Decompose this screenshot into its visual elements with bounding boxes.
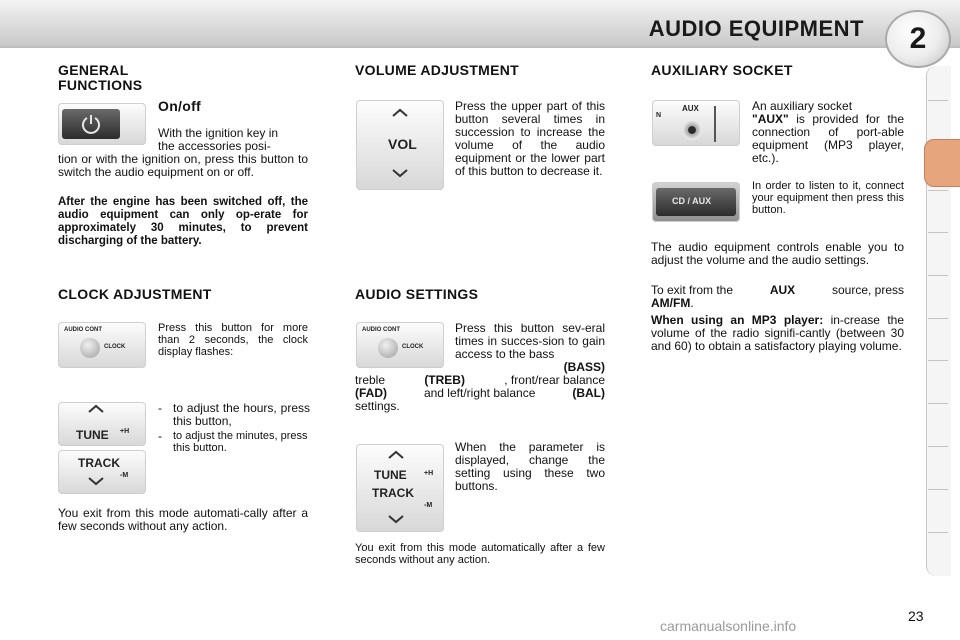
text-row <box>651 297 904 310</box>
aux-socket-text <box>752 100 904 165</box>
heading-line: FUNCTIONS <box>58 77 143 93</box>
chevron-down-icon <box>86 476 106 486</box>
bullet-text: to adjust the hours, press this button, <box>173 401 310 428</box>
page-title: AUDIO EQUIPMENT <box>648 16 864 41</box>
aux-exit-text <box>651 284 904 310</box>
onoff-text-first <box>158 127 308 153</box>
text-line: With the ignition key in <box>158 126 279 140</box>
track-label: TRACK <box>78 456 120 470</box>
header-divider <box>0 46 960 48</box>
vol-button-image <box>356 100 444 190</box>
tune-label: TUNE <box>374 468 407 482</box>
tab-divider <box>928 318 948 319</box>
tune-button-image <box>58 402 146 446</box>
onoff-title <box>158 98 201 114</box>
onoff-button-image <box>58 103 146 145</box>
text-fragment: settings. <box>355 399 400 413</box>
heading-text: VOLUME ADJUSTMENT <box>355 62 520 78</box>
text-fragment: . <box>690 296 694 310</box>
tab-divider <box>928 532 948 533</box>
text-fragment: An auxiliary socket <box>752 99 853 113</box>
volume-text: Press the upper part of this button several times in succession to increase the volume of the audio equipment or the lower part of this button to decrease it. <box>455 99 605 178</box>
tab-divider <box>928 275 948 276</box>
audio-cont-label: AUDIO CONT <box>64 327 102 333</box>
text-fragment: is provided for the connection of port-able equipment (MP3 player, etc.). <box>752 112 904 165</box>
audio-exit-text: You exit from this mode automatically after a few seconds without any action. <box>355 542 605 566</box>
hours-label: +H <box>424 470 434 477</box>
chapter-tab-active[interactable] <box>924 139 960 187</box>
aux-label: AUX <box>682 104 699 113</box>
tab-divider <box>928 360 948 361</box>
fad-label: (FAD) <box>355 386 387 400</box>
knob-icon <box>378 338 398 358</box>
hours-label: +H <box>120 428 130 435</box>
audio-settings-heading <box>355 286 478 302</box>
tab-divider <box>928 446 948 447</box>
audio-cont-label: AUDIO CONT <box>362 327 400 333</box>
clock-bullet-minutes <box>158 430 310 454</box>
heading-text: AUXILIARY SOCKET <box>651 62 793 78</box>
aux-socket-image <box>652 100 740 146</box>
audio-cont-button-image <box>58 322 146 368</box>
clock-exit-text: You exit from this mode automati-cally after a few seconds without any action. <box>58 506 308 533</box>
onoff-text-rest: tion or with the ignition on, press this button to switch the audio equipment on or off. <box>58 152 308 179</box>
tune-label: TUNE <box>76 428 109 442</box>
chapter-badge: 2 <box>885 10 951 68</box>
clock-adjustment-heading <box>58 286 212 302</box>
aux-mp3-text <box>651 314 904 353</box>
auxiliary-socket-heading <box>651 62 793 78</box>
volume-adjustment-heading <box>355 62 519 78</box>
tab-divider <box>928 232 948 233</box>
watermark: carmanualsonline.info <box>660 618 797 634</box>
cd-aux-label: CD / AUX <box>672 196 712 206</box>
track-label: TRACK <box>372 486 414 500</box>
n-label: N <box>656 112 662 119</box>
chevron-up-icon <box>86 404 106 414</box>
aux-socket-label: "AUX" <box>752 112 789 126</box>
aux-word: AUX <box>769 283 796 297</box>
bass-label: (BASS) <box>563 360 605 374</box>
chevron-down-icon <box>386 514 406 524</box>
chevron-up-icon <box>386 450 406 460</box>
text-line: the accessories posi- <box>158 139 271 153</box>
text-row <box>752 113 904 165</box>
clock-label: CLOCK <box>402 344 424 350</box>
text-fragment: and left/right balance <box>423 386 536 400</box>
cd-aux-button-image <box>652 182 740 222</box>
heading-text: AUDIO SETTINGS <box>355 286 479 302</box>
text-fragment: source, press <box>831 283 904 297</box>
clock-bullet-hours <box>158 402 310 428</box>
battery-warning: After the engine has been switched off, the audio equipment can only op-erate for approximately 30 minutes, to prevent discharging of the battery. <box>58 196 308 247</box>
treble-label: (TREB) <box>424 373 465 387</box>
chevron-up-icon <box>390 108 410 118</box>
treble-word: treble <box>355 373 386 387</box>
tab-divider <box>928 100 948 101</box>
general-functions-heading <box>58 62 142 93</box>
clock-label: CLOCK <box>104 344 126 350</box>
text-fragment: in-crease the volume of the radio signifi-cantly (between 30 and 60) to obtain a satisfactory playing volume. <box>651 313 905 353</box>
tab-divider <box>928 489 948 490</box>
aux-controls-text: The audio equipment controls enable you to adjust the volume and the audio settings. <box>651 240 904 267</box>
heading-line: GENERAL <box>58 62 129 78</box>
audio-settings-text-c <box>355 374 605 413</box>
mp3-label: When using an MP3 player: <box>651 313 824 327</box>
bullet-dash: - <box>158 429 162 443</box>
bal-label: (BAL) <box>572 386 605 400</box>
clock-press-text: Press this button for more than 2 seconds, the clock display flashes: <box>158 322 308 358</box>
audio-param-text: When the parameter is displayed, change the setting using these two buttons. <box>455 440 605 493</box>
heading-text: CLOCK ADJUSTMENT <box>58 286 212 302</box>
tab-divider <box>928 403 948 404</box>
divider <box>714 106 716 142</box>
aux-jack-icon <box>682 120 702 140</box>
minutes-label: -M <box>120 472 129 479</box>
track-button-image <box>58 450 146 494</box>
tab-divider <box>928 190 948 191</box>
onoff-title-text: On/off <box>158 98 202 114</box>
text-fragment: , front/rear balance <box>504 373 605 387</box>
vol-label: VOL <box>388 136 417 152</box>
tune-track-button-image <box>356 444 444 532</box>
text-fragment: To exit from the <box>651 283 734 297</box>
knob-icon <box>80 338 100 358</box>
amfm-label: AM/FM <box>651 296 691 310</box>
bullet-dash: - <box>158 401 162 415</box>
page-number: 23 <box>908 608 924 624</box>
power-icon <box>80 113 102 135</box>
audio-settings-text-a: Press this button sev-eral times in succes-sion to gain access to the bass <box>455 321 605 361</box>
minutes-label: -M <box>424 502 433 509</box>
chevron-down-icon <box>390 168 410 178</box>
aux-listen-text: In order to listen to it, connect your equipment then press this button. <box>752 180 904 216</box>
bullet-text: to adjust the minutes, press this button. <box>173 430 308 454</box>
